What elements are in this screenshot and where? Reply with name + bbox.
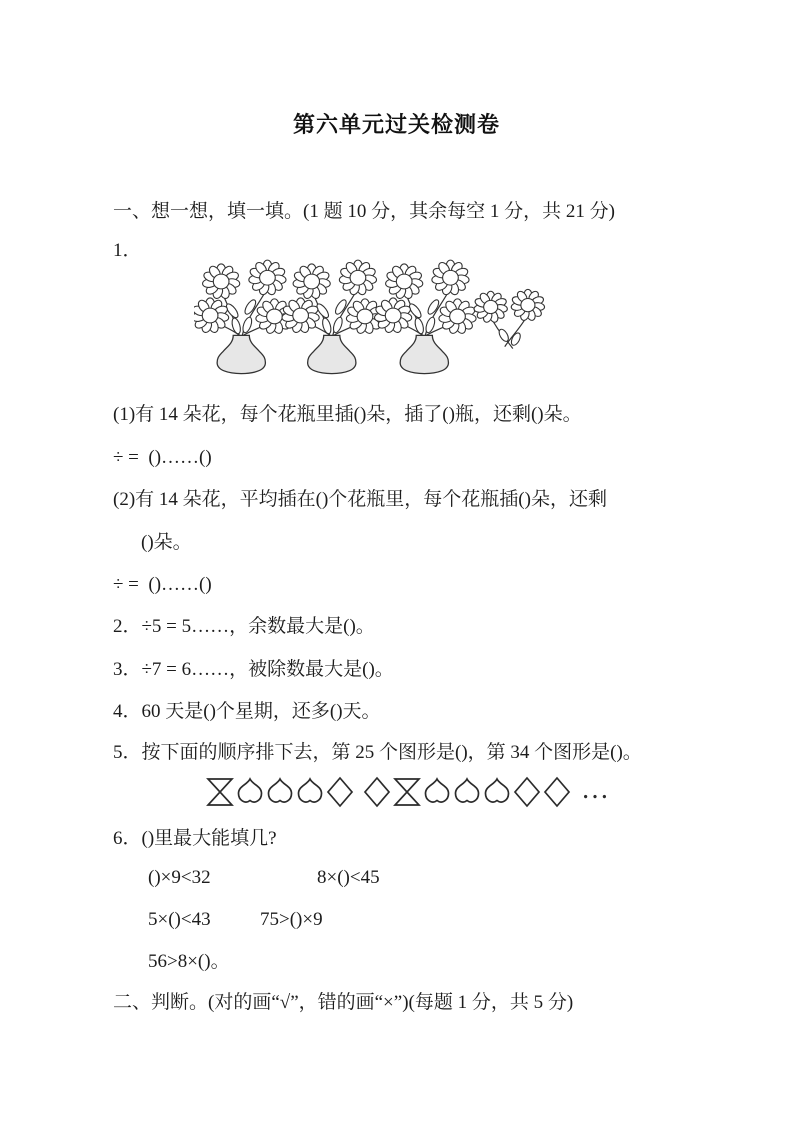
diamond-shape xyxy=(328,778,352,806)
hourglass-shape xyxy=(395,779,419,805)
question-1-number: 1． xyxy=(113,240,142,261)
vase-with-flowers xyxy=(194,260,294,373)
flower-vases-illustration xyxy=(194,256,546,380)
heart-shape xyxy=(486,779,509,802)
inequality-3: 5×()<43 xyxy=(148,909,211,930)
question-1-part2-line2: ()朵。 xyxy=(141,532,192,553)
question-1-formula2: ÷ = ()……() xyxy=(113,574,212,595)
page-title: 第六单元过关检测卷 xyxy=(292,112,500,137)
loose-flower-bunch xyxy=(473,289,545,348)
inequality-5: 56>8×()。 xyxy=(148,951,230,972)
hourglass-shape xyxy=(208,779,232,805)
inequality-1: ()×9<32 xyxy=(148,867,211,888)
question-1-formula1: ÷ = ()……() xyxy=(113,447,212,468)
diamond-shape xyxy=(515,778,539,806)
question-5: 5．按下面的顺序排下去，第 25 个图形是()，第 34 个图形是()。 xyxy=(113,742,642,763)
vase-with-flowers xyxy=(374,260,477,373)
vase-with-flowers xyxy=(281,260,384,373)
shape-sequence-image xyxy=(206,770,616,812)
sequence-ellipsis: … xyxy=(581,774,609,805)
heart-shape xyxy=(299,779,322,802)
question-3: 3．÷7 = 6……，被除数最大是()。 xyxy=(113,659,394,680)
section-one-heading: 一、想一想，填一填。(1 题 10 分，其余每空 1 分，共 21 分) xyxy=(113,201,615,222)
question-6: 6．()里最大能填几? xyxy=(113,828,277,849)
inequality-2: 8×()<45 xyxy=(317,867,380,888)
question-2: 2．÷5 = 5……，余数最大是()。 xyxy=(113,616,375,637)
shape-sequence-illustration xyxy=(206,770,616,817)
heart-shape xyxy=(426,779,449,802)
question-1-part1: (1)有 14 朵花，每个花瓶里插()朵，插了()瓶，还剩()朵。 xyxy=(113,404,582,425)
question-4: 4．60 天是()个星期，还多()天。 xyxy=(113,701,381,722)
diamond-shape xyxy=(545,778,569,806)
heart-shape xyxy=(456,779,479,802)
inequality-4: 75>()×9 xyxy=(260,909,323,930)
heart-shape xyxy=(269,779,292,802)
flower-vases-image xyxy=(194,256,546,375)
heart-shape xyxy=(239,779,262,802)
diamond-shape xyxy=(365,778,389,806)
question-1-part2-line1: (2)有 14 朵花，平均插在()个花瓶里，每个花瓶插()朵，还剩 xyxy=(113,489,607,510)
section-two-heading: 二、判断。(对的画“√”，错的画“×”)(每题 1 分，共 5 分) xyxy=(113,992,574,1013)
